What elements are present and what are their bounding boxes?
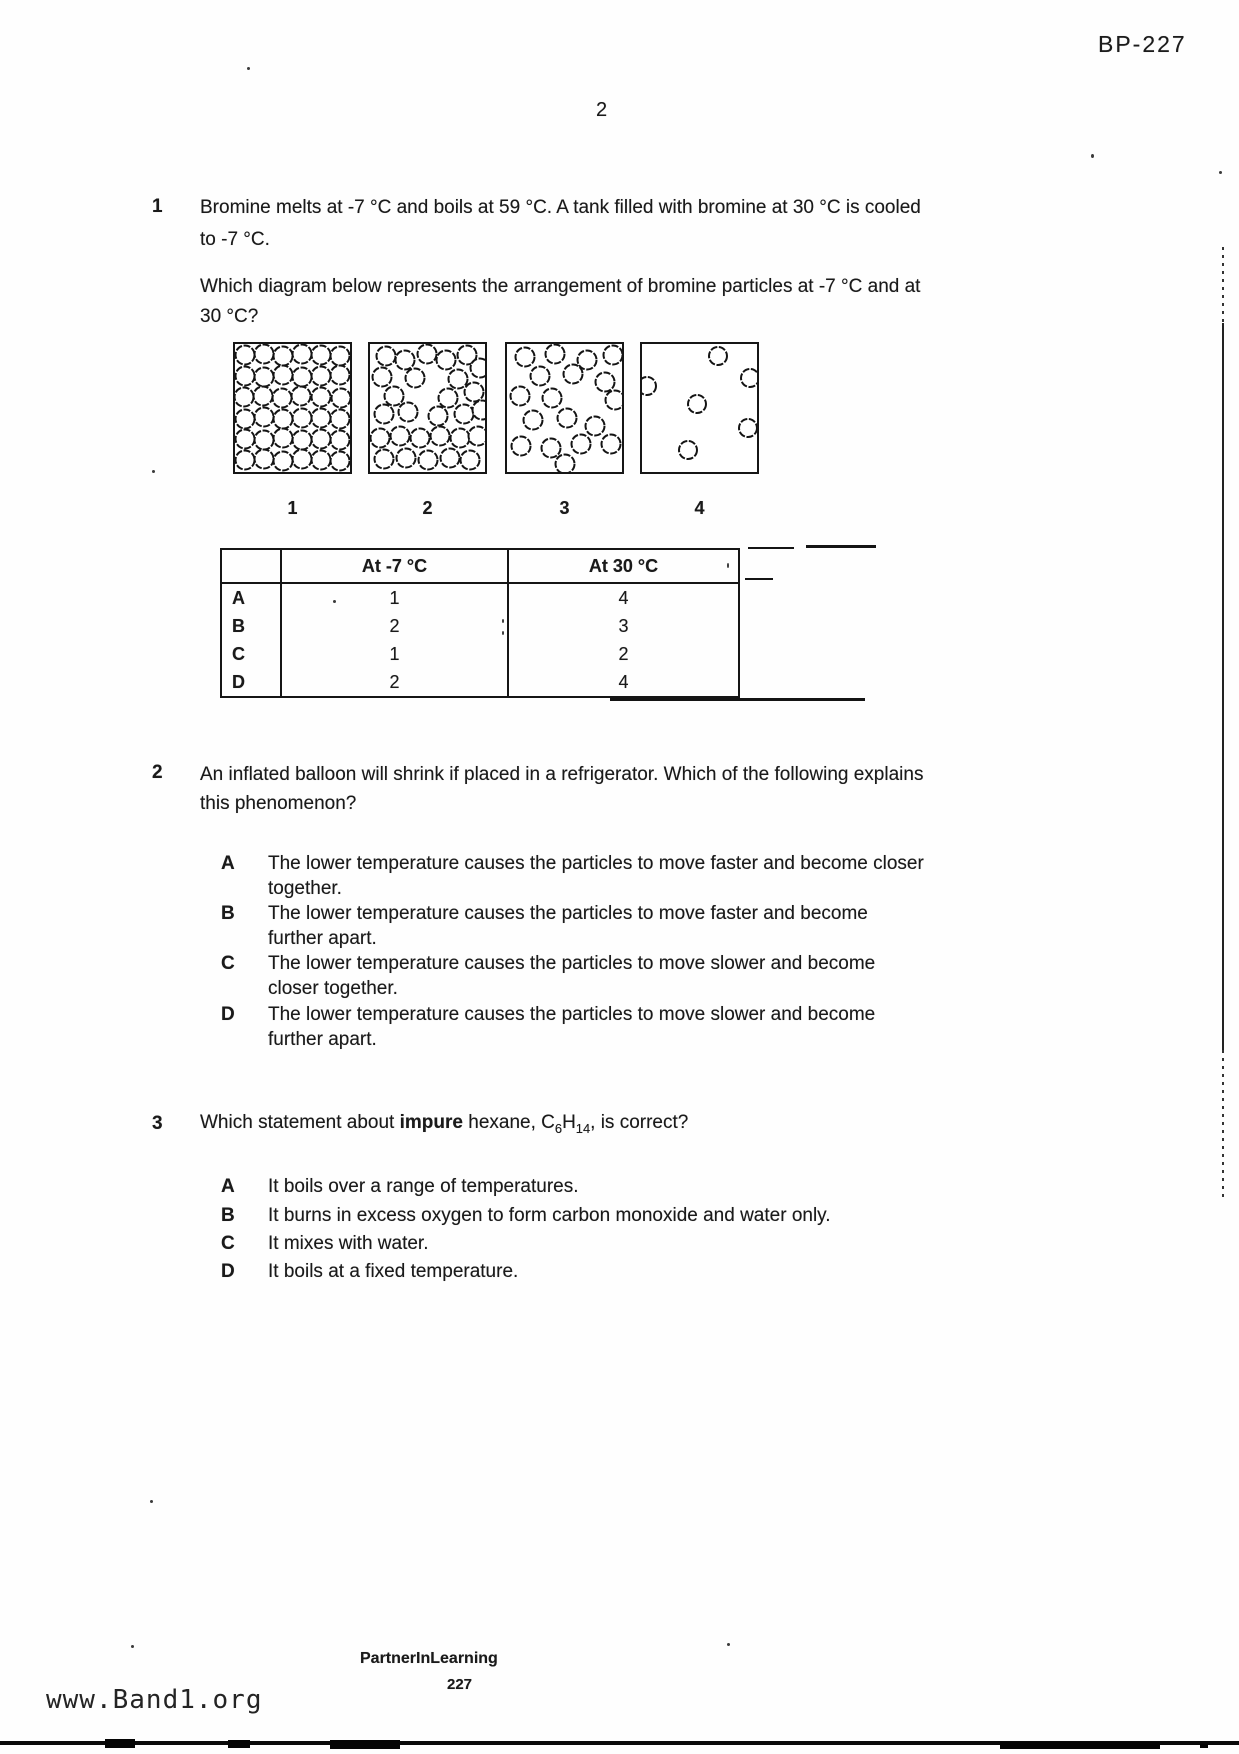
scan-speck <box>131 1645 134 1648</box>
scan-bottom-bar-chunk <box>1200 1744 1208 1748</box>
answer-table-row-b-30: 3 <box>507 612 738 640</box>
answer-table-row-a-label: A <box>232 587 245 608</box>
question-3-option-b <box>221 1203 831 1228</box>
question-1-prompt <box>200 272 920 332</box>
scan-speck <box>333 600 336 603</box>
question-2-number: 2 <box>152 762 163 783</box>
question-1-stem-line-1: Bromine melts at -7 °C and boils at 59 °C. A tank filled with bromine at 30 °C is cooled <box>200 197 921 218</box>
hexane-formula-h: H <box>562 1112 576 1133</box>
question-2-option-d <box>221 1002 875 1052</box>
scan-speck <box>502 619 504 623</box>
scan-speck <box>502 631 504 635</box>
answer-table <box>220 548 740 698</box>
particle-diagram-2-box <box>368 342 487 474</box>
option-text-line: further apart. <box>268 1029 377 1050</box>
scan-speck <box>1219 171 1222 174</box>
particle-diagram-1-box <box>233 342 352 474</box>
scan-dash <box>806 545 876 548</box>
option-letter: D <box>221 1261 235 1282</box>
option-text-line: together. <box>268 878 342 899</box>
particle-diagram-4-box <box>640 342 759 474</box>
question-1-stem-line-2: to -7 °C. <box>200 229 270 250</box>
answer-table-row-c-minus7: 1 <box>280 640 507 668</box>
scan-speck <box>247 67 250 70</box>
option-text-line: closer together. <box>268 978 398 999</box>
particle-diagram-3 <box>505 342 624 519</box>
option-text <box>268 901 868 951</box>
question-3-stem-mid: hexane, C <box>462 1112 555 1133</box>
option-text-line: It boils at a fixed temperature. <box>268 1261 519 1282</box>
option-letter: D <box>221 1004 235 1025</box>
option-text-line: The lower temperature causes the particles to move faster and become closer <box>268 853 924 874</box>
answer-table-row-d-minus7: 2 <box>280 668 507 696</box>
question-1-prompt-line-2: 30 °C? <box>200 306 259 327</box>
table-row <box>222 640 738 668</box>
particle-diagram-4-label: 4 <box>694 498 705 518</box>
option-text <box>268 951 875 1001</box>
question-2-option-b <box>221 901 868 951</box>
answer-table-header-row <box>222 550 738 584</box>
answer-table-corner-cell <box>222 550 280 582</box>
question-3-option-d <box>221 1259 518 1284</box>
option-text-line: The lower temperature causes the particles to move slower and become <box>268 953 876 974</box>
option-text-line: It mixes with water. <box>268 1233 429 1254</box>
option-letter: C <box>221 953 235 974</box>
footer-brand: PartnerInLearning <box>360 1650 498 1667</box>
question-3-stem-suffix: , is correct? <box>590 1112 689 1133</box>
answer-table-header-minus7: At -7 °C <box>280 550 507 582</box>
scan-dash <box>748 547 794 549</box>
option-letter: C <box>221 1233 235 1254</box>
particle-diagram-1-label: 1 <box>287 498 298 518</box>
option-text-line: further apart. <box>268 928 377 949</box>
answer-table-header-30: At 30 °C <box>507 550 738 582</box>
question-3-number: 3 <box>152 1113 163 1134</box>
scan-dash <box>610 698 865 701</box>
question-2-stem-line-2: this phenomenon? <box>200 793 357 814</box>
page-number: 2 <box>596 99 608 121</box>
particle-diagram-4 <box>640 342 759 519</box>
footer-page-ref: 227 <box>447 1676 473 1693</box>
table-row <box>222 668 738 696</box>
question-2-stem <box>200 760 923 818</box>
scan-speck <box>727 1643 730 1646</box>
scan-dash <box>745 578 773 580</box>
scan-speck <box>150 1500 153 1503</box>
answer-table-row-b-minus7: 2 <box>280 612 507 640</box>
question-2-stem-line-1: An inflated balloon will shrink if placed in a refrigerator. Which of the following explains <box>200 764 924 785</box>
question-1-number: 1 <box>152 196 163 217</box>
question-2-option-c <box>221 951 875 1001</box>
question-3-option-c <box>221 1231 429 1256</box>
question-3-stem-emphasis: impure <box>399 1112 463 1133</box>
question-3-stem <box>200 1112 688 1136</box>
option-text <box>268 851 924 901</box>
option-text-line: It burns in excess oxygen to form carbon monoxide and water only. <box>268 1205 831 1226</box>
answer-table-row-c-30: 2 <box>507 640 738 668</box>
option-letter: A <box>221 853 235 874</box>
answer-table-row-a-30: 4 <box>507 584 738 612</box>
table-row <box>222 612 738 640</box>
answer-table-row-c-label: C <box>232 643 245 664</box>
question-1-prompt-line-1: Which diagram below represents the arrangement of bromine particles at -7 °C and at <box>200 276 921 297</box>
scan-speck <box>152 470 155 473</box>
particle-diagram-3-label: 3 <box>559 498 570 518</box>
scan-bottom-bar-chunk <box>330 1740 400 1749</box>
scan-speck <box>1091 154 1094 158</box>
scan-margin-line-dotted-top <box>1222 247 1224 323</box>
answer-table-row-d-30: 4 <box>507 668 738 696</box>
hexane-formula-subscript-14: 14 <box>575 1120 591 1136</box>
scan-speck <box>727 563 729 568</box>
scan-bottom-bar-chunk <box>105 1739 135 1748</box>
answer-table-row-d-label: D <box>232 671 245 692</box>
option-letter: B <box>221 903 235 924</box>
answer-table-row-b-label: B <box>232 615 245 636</box>
particle-diagram-1 <box>233 342 352 519</box>
question-3-stem-prefix: Which statement about <box>200 1112 400 1133</box>
option-letter: A <box>221 1176 235 1197</box>
question-1-stem <box>200 192 921 256</box>
option-text-line: The lower temperature causes the particles to move faster and become <box>268 903 868 924</box>
footer-website: www.Band1.org <box>46 1685 263 1715</box>
doc-code: BP-227 <box>1098 31 1187 57</box>
option-text-line: The lower temperature causes the particles to move slower and become <box>268 1004 876 1025</box>
question-2-option-a <box>221 851 924 901</box>
answer-table-row-a-minus7: 1 <box>280 584 507 612</box>
scan-bottom-bar-chunk <box>1000 1742 1160 1749</box>
option-letter: B <box>221 1205 235 1226</box>
hexane-formula-subscript-6: 6 <box>554 1120 563 1136</box>
particle-diagram-3-box <box>505 342 624 474</box>
scan-margin-line-solid <box>1222 323 1224 1050</box>
particle-diagram-2-label: 2 <box>422 498 433 518</box>
question-3-option-a <box>221 1174 579 1199</box>
scan-bottom-bar-chunk <box>228 1740 250 1748</box>
particle-diagram-2 <box>368 342 487 519</box>
option-text <box>268 1002 875 1052</box>
table-row <box>222 584 738 612</box>
scan-margin-line-dotted-bottom <box>1222 1050 1224 1197</box>
option-text-line: It boils over a range of temperatures. <box>268 1176 579 1197</box>
